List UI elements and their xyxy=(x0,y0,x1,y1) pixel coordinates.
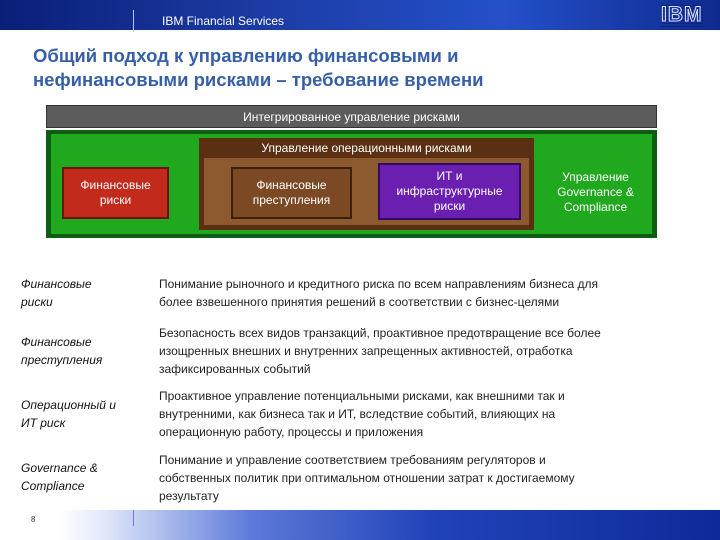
row-text-line: Понимание рыночного и кредитного риска по всем направлениям бизнеса для xyxy=(159,277,599,291)
ibm-logo: IBM xyxy=(661,3,703,26)
governance-line2: Governance & xyxy=(557,184,634,199)
row-label-line: Compliance xyxy=(21,479,85,493)
slide-title xyxy=(33,44,593,92)
it-risks-line1: ИТ и xyxy=(436,169,463,183)
footer-bar xyxy=(0,510,720,540)
row-text-line: зафиксированных событий xyxy=(159,362,311,376)
row-text-line: изощренных внешних и внутренних запрещенных активностей, отработка xyxy=(159,344,573,358)
row-label-operational-it xyxy=(21,396,146,432)
financial-crimes-line1: Финансовые xyxy=(256,178,327,192)
it-risks-box xyxy=(378,163,521,220)
header-divider xyxy=(133,10,134,32)
governance-line1: Управление xyxy=(562,169,629,184)
row-label-governance xyxy=(21,459,146,495)
page-number: 8 xyxy=(31,515,36,524)
row-label-line: Операционный и xyxy=(21,398,116,412)
row-label-line: Финансовые xyxy=(21,335,92,349)
financial-risks-line2: риски xyxy=(99,193,132,207)
row-label-line: преступления xyxy=(21,353,103,367)
operational-risk-label: Управление операционными рисками xyxy=(261,141,472,155)
footer-divider xyxy=(133,510,134,526)
row-label-line: риски xyxy=(21,295,53,309)
financial-crimes-line2: преступления xyxy=(252,193,331,207)
header-bar xyxy=(0,0,720,30)
financial-crimes-box xyxy=(231,167,352,219)
slide-title-line2: нефинансовыми рисками – требование времени xyxy=(33,69,484,90)
row-label-financial-crimes xyxy=(21,333,146,369)
row-label-line: ИТ риск xyxy=(21,416,66,430)
financial-risks-box xyxy=(62,167,169,219)
row-label-line: Финансовые xyxy=(21,277,92,291)
row-text-line: операционную работу, процессы и приложения xyxy=(159,425,424,439)
row-text-line: Безопасность всех видов транзакций, проактивное предотвращение все более xyxy=(159,326,601,340)
row-label-financial-risks xyxy=(21,275,146,311)
header-company-text: IBM Financial Services xyxy=(162,14,285,28)
integrated-risk-band: Интегрированное управление рисками xyxy=(46,105,657,128)
row-text-line: результату xyxy=(159,489,219,503)
row-text-line: более взвешенного принятия решений в соответствии с бизнес-целями xyxy=(159,295,560,309)
it-risks-line3: риски xyxy=(433,199,466,213)
row-label-line: Governance & xyxy=(21,461,98,475)
it-risks-line2: инфраструктурные xyxy=(396,184,503,198)
row-text-financial-risks xyxy=(159,275,689,311)
governance-line3: Compliance xyxy=(563,199,628,214)
row-text-line: Проактивное управление потенциальными рисками, как внешними так и xyxy=(159,389,565,403)
row-text-operational-it xyxy=(159,387,689,441)
slide-title-line1: Общий подход к управлению финансовыми и xyxy=(33,45,459,66)
row-text-line: Понимание и управление соответствием требованиям регуляторов и xyxy=(159,453,546,467)
row-text-governance xyxy=(159,451,689,505)
row-text-line: внутренними, как бизнеса так и ИТ, вследствие событий, влияющих на xyxy=(159,407,556,421)
financial-risks-line1: Финансовые xyxy=(80,178,151,192)
row-text-financial-crimes xyxy=(159,324,689,378)
row-text-line: собственных политик при оптимальном отношении затрат к достигаемому xyxy=(159,471,575,485)
governance-box xyxy=(543,163,648,221)
